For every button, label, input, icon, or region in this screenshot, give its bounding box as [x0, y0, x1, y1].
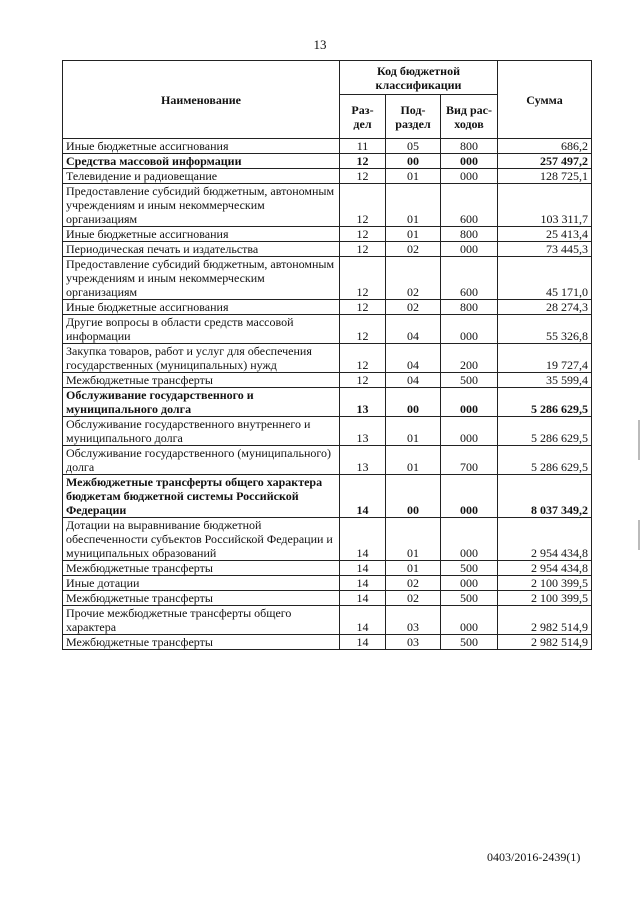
row-sum: 73 445,3	[498, 242, 592, 257]
header-expense-type: Вид рас-ходов	[441, 95, 498, 139]
table-row	[63, 242, 592, 257]
header-name: Наименование	[63, 61, 340, 139]
row-name: Обслуживание государственного внутреннего и муниципального долга	[63, 417, 340, 446]
row-sum: 5 286 629,5	[498, 388, 592, 417]
row-sum: 5 286 629,5	[498, 417, 592, 446]
row-expense-type: 500	[441, 635, 498, 650]
row-section: 14	[340, 635, 386, 650]
row-sum: 2 100 399,5	[498, 591, 592, 606]
row-expense-type: 000	[441, 388, 498, 417]
row-sum: 2 954 434,8	[498, 561, 592, 576]
table-row	[63, 388, 592, 417]
row-subsection: 03	[386, 606, 441, 635]
row-section: 14	[340, 576, 386, 591]
table-row	[63, 257, 592, 300]
header-sum: Сумма	[498, 61, 592, 139]
row-expense-type: 000	[441, 315, 498, 344]
row-section: 13	[340, 417, 386, 446]
row-subsection: 00	[386, 154, 441, 169]
row-name: Межбюджетные трансферты общего характера бюджетам бюджетной системы Российской Федерации	[63, 475, 340, 518]
row-section: 14	[340, 606, 386, 635]
row-name: Иные бюджетные ассигнования	[63, 227, 340, 242]
row-expense-type: 000	[441, 518, 498, 561]
row-name: Обслуживание государственного (муниципального) долга	[63, 446, 340, 475]
row-sum: 25 413,4	[498, 227, 592, 242]
row-sum: 45 171,0	[498, 257, 592, 300]
row-expense-type: 000	[441, 242, 498, 257]
row-section: 11	[340, 139, 386, 154]
table-row	[63, 606, 592, 635]
table-row	[63, 315, 592, 344]
header-section: Раз-дел	[340, 95, 386, 139]
row-expense-type: 000	[441, 475, 498, 518]
row-name: Межбюджетные трансферты	[63, 591, 340, 606]
row-sum: 103 311,7	[498, 184, 592, 227]
table-row	[63, 139, 592, 154]
row-subsection: 01	[386, 169, 441, 184]
row-subsection: 01	[386, 417, 441, 446]
row-sum: 2 954 434,8	[498, 518, 592, 561]
row-sum: 2 982 514,9	[498, 635, 592, 650]
row-subsection: 05	[386, 139, 441, 154]
row-name: Средства массовой информации	[63, 154, 340, 169]
table-body	[63, 139, 592, 650]
row-name: Другие вопросы в области средств массовой информации	[63, 315, 340, 344]
row-subsection: 02	[386, 591, 441, 606]
row-expense-type: 800	[441, 300, 498, 315]
table-row	[63, 446, 592, 475]
table-row	[63, 227, 592, 242]
table-row	[63, 417, 592, 446]
row-name: Закупка товаров, работ и услуг для обеспечения государственных (муниципальных) нужд	[63, 344, 340, 373]
row-subsection: 04	[386, 373, 441, 388]
row-section: 12	[340, 184, 386, 227]
table-row	[63, 184, 592, 227]
row-section: 13	[340, 388, 386, 417]
row-subsection: 04	[386, 315, 441, 344]
row-sum: 8 037 349,2	[498, 475, 592, 518]
row-section: 12	[340, 257, 386, 300]
row-expense-type: 000	[441, 576, 498, 591]
table-row	[63, 154, 592, 169]
document-code: 0403/2016-2439(1)	[487, 850, 581, 864]
row-subsection: 04	[386, 344, 441, 373]
table-row	[63, 518, 592, 561]
header-code-group: Код бюджетной классификации	[340, 61, 498, 95]
table-row	[63, 635, 592, 650]
table-row	[63, 169, 592, 184]
row-name: Межбюджетные трансферты	[63, 373, 340, 388]
row-name: Межбюджетные трансферты	[63, 561, 340, 576]
header-subsection: Под-раздел	[386, 95, 441, 139]
row-section: 12	[340, 227, 386, 242]
row-subsection: 02	[386, 300, 441, 315]
row-section: 12	[340, 344, 386, 373]
row-name: Иные дотации	[63, 576, 340, 591]
row-subsection: 02	[386, 257, 441, 300]
row-section: 12	[340, 300, 386, 315]
row-expense-type: 500	[441, 561, 498, 576]
row-expense-type: 000	[441, 154, 498, 169]
row-expense-type: 700	[441, 446, 498, 475]
row-expense-type: 600	[441, 184, 498, 227]
row-subsection: 01	[386, 227, 441, 242]
page-number: 13	[313, 37, 327, 52]
row-section: 14	[340, 475, 386, 518]
row-sum: 686,2	[498, 139, 592, 154]
row-sum: 2 982 514,9	[498, 606, 592, 635]
row-section: 12	[340, 373, 386, 388]
row-section: 14	[340, 518, 386, 561]
row-expense-type: 000	[441, 169, 498, 184]
table-row	[63, 475, 592, 518]
row-subsection: 01	[386, 446, 441, 475]
row-expense-type: 600	[441, 257, 498, 300]
row-section: 14	[340, 591, 386, 606]
row-section: 12	[340, 315, 386, 344]
row-sum: 2 100 399,5	[498, 576, 592, 591]
row-sum: 35 599,4	[498, 373, 592, 388]
row-subsection: 01	[386, 184, 441, 227]
row-expense-type: 800	[441, 227, 498, 242]
row-expense-type: 200	[441, 344, 498, 373]
row-expense-type: 000	[441, 417, 498, 446]
row-expense-type: 000	[441, 606, 498, 635]
row-name: Обслуживание государственного и муниципального долга	[63, 388, 340, 417]
row-name: Дотации на выравнивание бюджетной обеспеченности субъектов Российской Федерации и муниципальных образований	[63, 518, 340, 561]
table-row	[63, 300, 592, 315]
table-row	[63, 591, 592, 606]
row-subsection: 02	[386, 576, 441, 591]
row-subsection: 00	[386, 475, 441, 518]
row-section: 14	[340, 561, 386, 576]
row-subsection: 01	[386, 561, 441, 576]
table-row	[63, 344, 592, 373]
row-sum: 5 286 629,5	[498, 446, 592, 475]
budget-table	[62, 60, 592, 650]
row-subsection: 03	[386, 635, 441, 650]
row-subsection: 02	[386, 242, 441, 257]
row-subsection: 00	[386, 388, 441, 417]
row-sum: 28 274,3	[498, 300, 592, 315]
row-name: Иные бюджетные ассигнования	[63, 300, 340, 315]
row-name: Телевидение и радиовещание	[63, 169, 340, 184]
row-expense-type: 800	[441, 139, 498, 154]
row-section: 12	[340, 169, 386, 184]
row-name: Прочие межбюджетные трансферты общего характера	[63, 606, 340, 635]
row-name: Предоставление субсидий бюджетным, автономным учреждениям и иным некоммерческим организациям	[63, 257, 340, 300]
table-row	[63, 373, 592, 388]
row-sum: 55 326,8	[498, 315, 592, 344]
table-row	[63, 561, 592, 576]
row-sum: 19 727,4	[498, 344, 592, 373]
row-section: 13	[340, 446, 386, 475]
row-name: Межбюджетные трансферты	[63, 635, 340, 650]
row-name: Предоставление субсидий бюджетным, автономным учреждениям и иным некоммерческим организациям	[63, 184, 340, 227]
row-expense-type: 500	[441, 591, 498, 606]
row-section: 12	[340, 242, 386, 257]
row-sum: 257 497,2	[498, 154, 592, 169]
row-expense-type: 500	[441, 373, 498, 388]
row-name: Иные бюджетные ассигнования	[63, 139, 340, 154]
row-sum: 128 725,1	[498, 169, 592, 184]
row-name: Периодическая печать и издательства	[63, 242, 340, 257]
table-row	[63, 576, 592, 591]
row-subsection: 01	[386, 518, 441, 561]
row-section: 12	[340, 154, 386, 169]
